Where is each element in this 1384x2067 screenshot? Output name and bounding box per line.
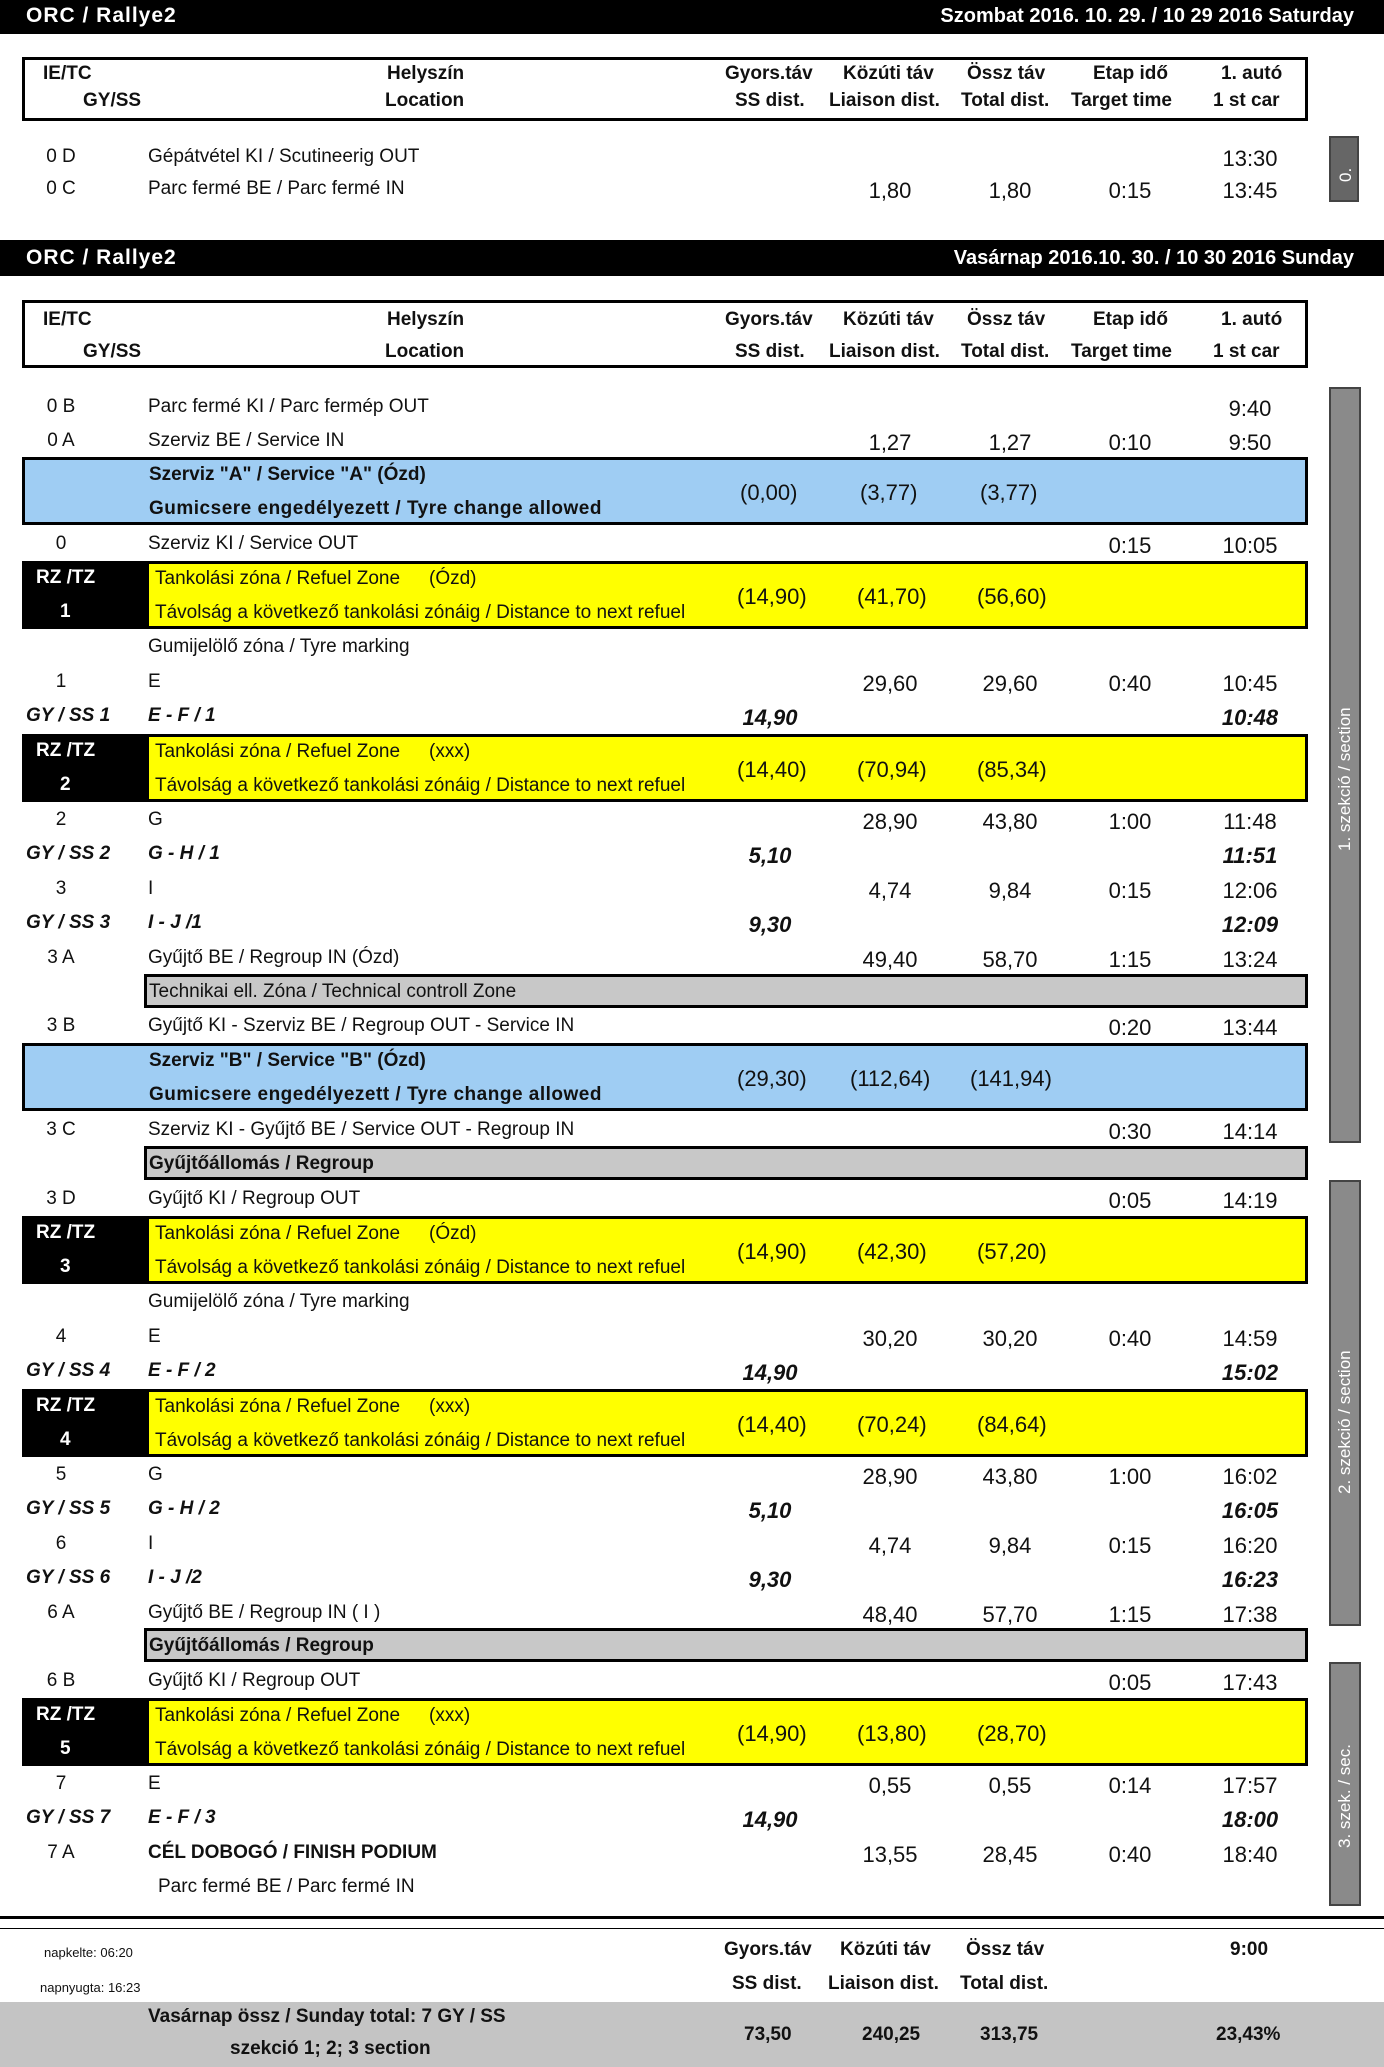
day1-column-header [22, 57, 1308, 121]
total-percent: 23,43% [1216, 2024, 1281, 2045]
day2-date: Vasárnap 2016.10. 30. / 10 30 2016 Sunday [953, 247, 1354, 269]
hdr-ss-label: GY/SS [83, 90, 142, 111]
day2-column-header: IE/TC GY/SS Helyszín Location Gyors.táv SS dist. Közúti táv Liaison dist. Össz táv Total dist. Etap idő Target time 1. autó 1 st car [22, 300, 1308, 368]
refuel-zone-tag: RZ /TZ 5 [22, 1698, 146, 1766]
refuel-zone-tag: RZ /TZ 4 [22, 1389, 146, 1457]
service-b-box: Szerviz "B" / Service "B" (Ózd) Gumicsere engedélyezett / Tyre change allowed (29,30) (112,64) (141,94) [22, 1043, 1308, 1111]
table-row: 3 A Gyűjtő BE / Regroup IN (Ózd) 49,40 58,70 1:15 13:24 [47, 947, 1278, 972]
sunday-total-bar [0, 2002, 1384, 2067]
table-row: 0 Szerviz KI / Service OUT 0:15 10:05 [55, 533, 1278, 558]
table-row: 7 A CÉL DOBOGÓ / FINISH PODIUM 13,55 28,45 0:40 18:40 [47, 1842, 1278, 1867]
footer-li-en: Liaison dist. [828, 1973, 939, 1994]
hdr-total-en: Total dist. [961, 90, 1050, 111]
refuel-zone-box: Tankolási zóna / Refuel Zone (Ózd) Távolság a következő tankolási zónáig / Distance to next refuel (14,90) (42,30) (57,20) [146, 1216, 1308, 1284]
table-row: Parc fermé BE / Parc fermé IN [158, 1876, 415, 1897]
hdr-liaison-hu: Közúti táv [843, 63, 934, 84]
stage-row: GY / SS 3 I - J /1 9,30 12:09 [26, 912, 1279, 937]
hdr-target-en: Target time [1071, 90, 1173, 111]
technical-zone-box: Technikai ell. Zóna / Technical controll Zone [144, 974, 1308, 1008]
section-0-bar: 0. [1329, 136, 1359, 202]
refuel-zone-tag: RZ /TZ 3 [22, 1216, 146, 1284]
section-2-bar: 2. szekció / section [1329, 1180, 1361, 1626]
total-liaison: 240,25 [862, 2024, 921, 2045]
refuel-zone-box: Tankolási zóna / Refuel Zone (xxx) Távolság a következő tankolási zónáig / Distance to next refuel (14,40) (70,94) (85,34) [146, 734, 1308, 802]
table-row: 6 I 4,74 9,84 0:15 16:20 [55, 1533, 1278, 1558]
footer-divider [0, 1916, 1384, 1919]
hdr-firstcar-hu: 1. autó [1221, 63, 1283, 84]
table-row: 0 D Gépátvétel KI / Scutineerig OUT 13:30 [46, 146, 1278, 171]
footer-divider [0, 1928, 1384, 1929]
hdr-tc: IE/TC [43, 63, 92, 84]
hdr-total-hu: Össz táv [967, 63, 1046, 84]
refuel-zone-tag: RZ /TZ 2 [22, 734, 146, 802]
table-row: 7 E 0,55 0,55 0:14 17:57 [55, 1773, 1278, 1798]
table-row: 3 B Gyűjtő KI - Szerviz BE / Regroup OUT - Service IN 0:20 13:44 [46, 1015, 1278, 1040]
section-3-bar: 3. szek. / sec. [1329, 1662, 1361, 1906]
total-ss: 73,50 [744, 2024, 792, 2045]
table-row: 3 D Gyűjtő KI / Regroup OUT 0:05 14:19 [46, 1188, 1278, 1213]
refuel-zone-box: Tankolási zóna / Refuel Zone (xxx) Távolság a következő tankolási zónáig / Distance to next refuel (14,40) (70,24) (84,64) [146, 1389, 1308, 1457]
table-row: 6 B Gyűjtő KI / Regroup OUT 0:05 17:43 [46, 1670, 1278, 1695]
table-row: 1 E 29,60 29,60 0:40 10:45 [55, 671, 1278, 696]
stage-row: GY / SS 1 E - F / 1 14,90 10:48 [26, 705, 1279, 730]
hdr-location-hu: Helyszín [387, 63, 465, 84]
footer-ss-en: SS dist. [732, 1973, 802, 1994]
day2-title: ORC / Rallye2 [26, 246, 177, 269]
hdr-location-en: Location [385, 90, 465, 111]
hdr-ssdist-en: SS dist. [735, 90, 805, 111]
table-row: Gumijelölő zóna / Tyre marking [148, 1291, 410, 1312]
footer-li-hu: Közúti táv [840, 1939, 931, 1960]
total-distance: 313,75 [980, 2024, 1039, 2045]
refuel-zone-box: Tankolási zóna / Refuel Zone (xxx) Távolság a következő tankolási zónáig / Distance to next refuel (14,90) (13,80) (28,70) [146, 1698, 1308, 1766]
stage-row: GY / SS 5 G - H / 2 5,10 16:05 [26, 1498, 1279, 1523]
stage-row: GY / SS 4 E - F / 2 14,90 15:02 [26, 1360, 1279, 1385]
day2-title-bar [0, 240, 1384, 276]
total-label: Vasárnap össz / Sunday total: 7 GY / SS [148, 2006, 506, 2027]
hdr-target-hu: Etap idő [1093, 63, 1168, 84]
table-row: 0 B Parc fermé KI / Parc fermép OUT 9:40 [46, 396, 1272, 421]
footer-to-en: Total dist. [960, 1973, 1049, 1994]
footer-to-hu: Össz táv [966, 1939, 1045, 1960]
footer-time: 9:00 [1230, 1939, 1269, 1960]
sunset-text: napnyugta: 16:23 [40, 1980, 141, 1995]
table-row: Gumijelölő zóna / Tyre marking [148, 636, 410, 657]
table-row: 2 G 28,90 43,80 1:00 11:48 [55, 809, 1277, 834]
stage-row: GY / SS 2 G - H / 1 5,10 11:51 [26, 843, 1278, 868]
table-row: 4 E 30,20 30,20 0:40 14:59 [55, 1326, 1278, 1351]
day1-date: Szombat 2016. 10. 29. / 10 29 2016 Saturday [940, 5, 1354, 27]
footer-ss-hu: Gyors.táv [724, 1939, 812, 1960]
regroup-box: Gyűjtőállomás / Regroup [144, 1146, 1308, 1180]
day1-title-bar [0, 0, 1384, 34]
hdr-firstcar-en: 1 st car [1213, 90, 1280, 111]
hdr-liaison-en: Liaison dist. [829, 90, 940, 111]
sunrise-text: napkelte: 06:20 [44, 1945, 133, 1960]
hdr-ssdist-hu: Gyors.táv [725, 63, 813, 84]
total-sections: szekció 1; 2; 3 section [230, 2038, 431, 2059]
section-1-bar: 1. szekció / section [1329, 387, 1361, 1143]
table-row: 3 C Szerviz KI - Gyűjtő BE / Service OUT - Regroup IN 0:30 14:14 [46, 1119, 1278, 1144]
service-a-box: Szerviz "A" / Service "A" (Ózd) Gumicsere engedélyezett / Tyre change allowed (0,00) (3,77) (3,77) [22, 457, 1308, 525]
refuel-zone-tag: RZ /TZ 1 [22, 561, 146, 629]
refuel-zone-box: Tankolási zóna / Refuel Zone (Ózd) Távolság a következő tankolási zónáig / Distance to next refuel (14,90) (41,70) (56,60) [146, 561, 1308, 629]
table-row: 0 C Parc fermé BE / Parc fermé IN 1,80 1,80 0:15 13:45 [46, 178, 1278, 203]
regroup-box: Gyűjtőállomás / Regroup [144, 1628, 1308, 1662]
stage-row: GY / SS 7 E - F / 3 14,90 18:00 [26, 1807, 1279, 1832]
table-row: 3 I 4,74 9,84 0:15 12:06 [55, 878, 1278, 903]
table-row: 6 A Gyűjtő BE / Regroup IN ( I ) 48,40 57,70 1:15 17:38 [47, 1602, 1278, 1627]
table-row: 0 A Szerviz BE / Service IN 1,27 1,27 0:10 9:50 [47, 430, 1272, 455]
day1-title: ORC / Rallye2 [26, 4, 177, 27]
table-row: 5 G 28,90 43,80 1:00 16:02 [55, 1464, 1278, 1489]
stage-row: GY / SS 6 I - J /2 9,30 16:23 [26, 1567, 1279, 1592]
